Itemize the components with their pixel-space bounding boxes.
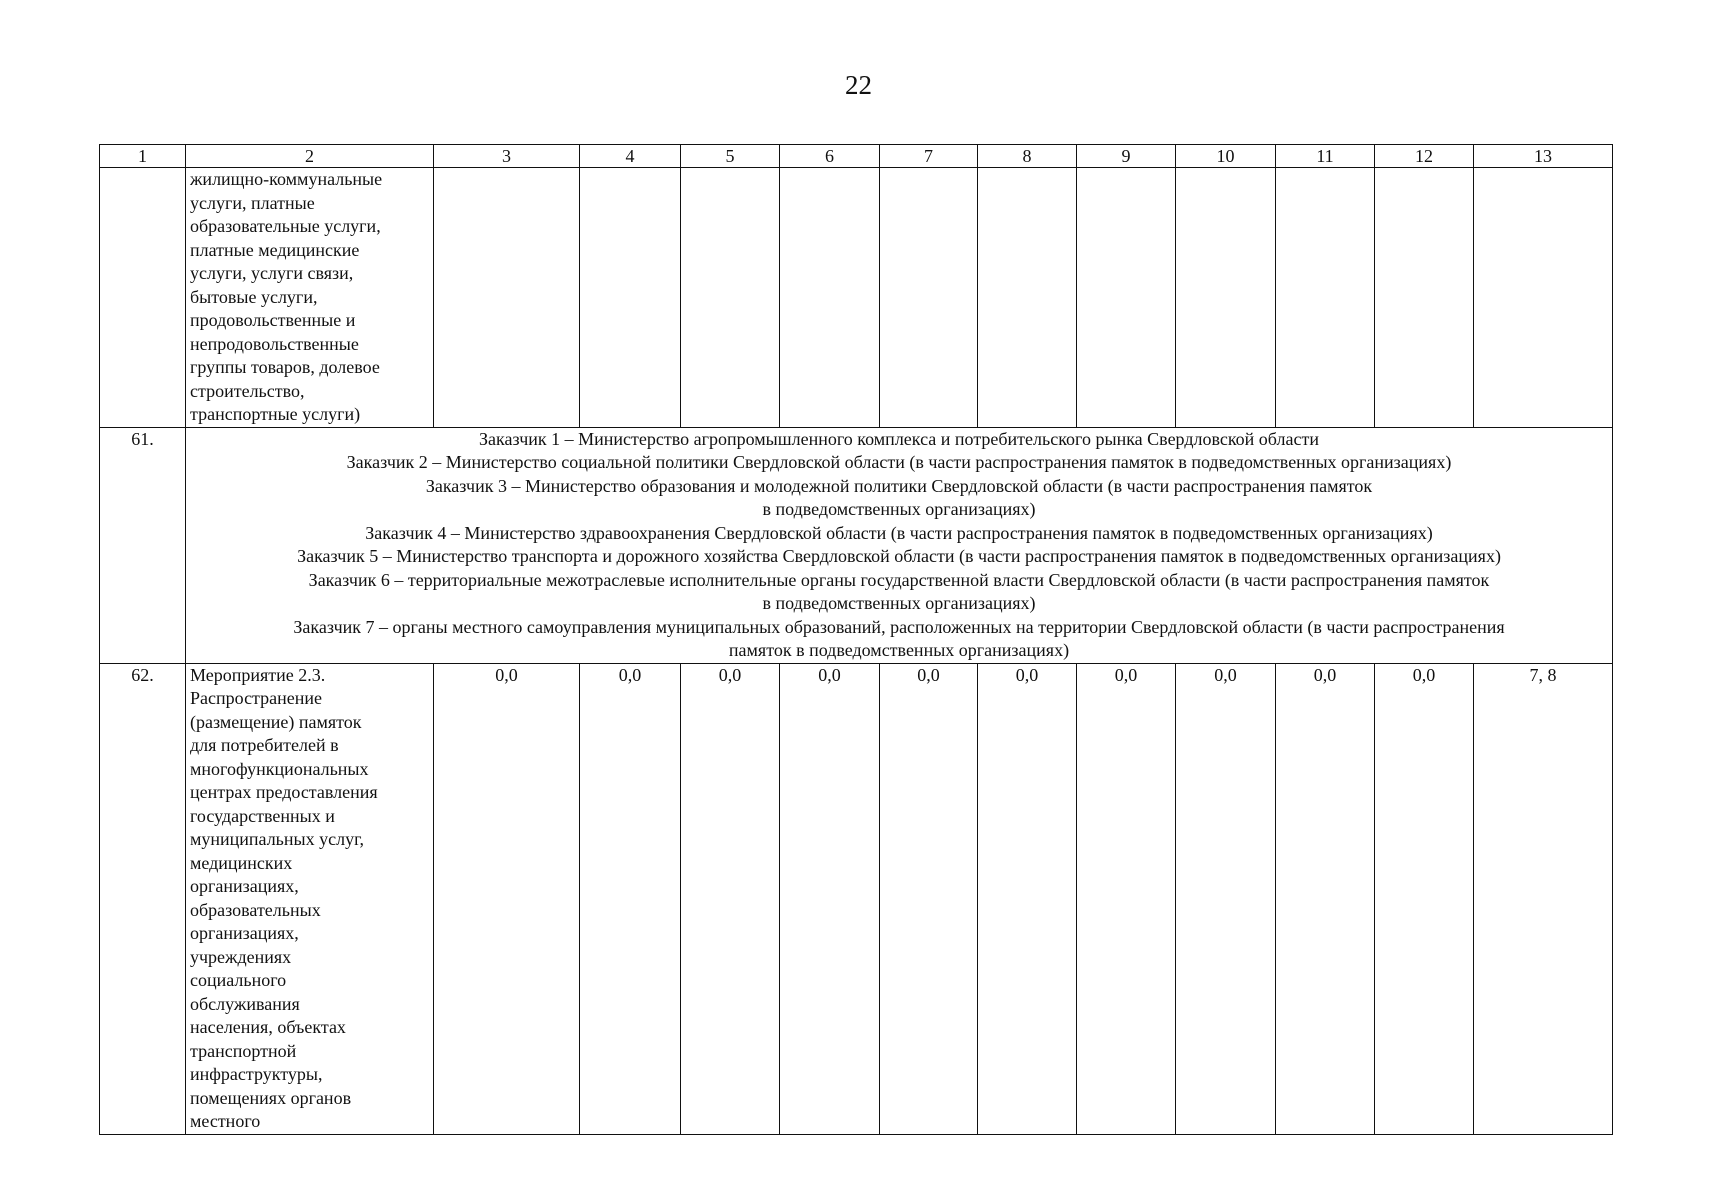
customer-line: Заказчик 5 – Министерство транспорта и дорожного хозяйства Свердловской области (в части распространения памяток в подведомственных организациях)	[297, 546, 1501, 566]
column-number: 12	[1375, 145, 1474, 168]
event-name-line: Распространение	[190, 688, 323, 708]
event-name-line: медицинских	[190, 852, 293, 873]
event-name-line: для потребителей в	[190, 735, 339, 755]
target-ref-cell: 7, 8	[1474, 663, 1613, 1134]
value-cell	[1077, 168, 1176, 428]
event-name-line: социального	[190, 970, 287, 990]
value-cell: 0,0	[978, 663, 1077, 1134]
row-number-cell	[100, 168, 186, 428]
column-number: 13	[1474, 145, 1613, 168]
column-number: 9	[1077, 145, 1176, 168]
target-ref-cell	[1474, 168, 1613, 428]
event-name-line: местного	[190, 1111, 261, 1131]
column-number: 6	[780, 145, 880, 168]
row-number: 61.	[100, 427, 186, 663]
value-cell	[681, 168, 780, 428]
event-name-line: центрах предоставления	[190, 782, 378, 802]
value-cell: 0,0	[1077, 663, 1176, 1134]
event-name-line: обслуживания	[190, 993, 300, 1014]
program-table	[99, 144, 1613, 1135]
value-cell: 0,0	[434, 663, 580, 1134]
event-name-line: учреждениях	[190, 946, 292, 967]
event-name-line: образовательные услуги,	[190, 216, 381, 236]
customers-cell	[186, 427, 1613, 663]
column-number: 8	[978, 145, 1077, 168]
customer-line: в подведомственных организациях)	[762, 499, 1036, 519]
value-cell: 0,0	[780, 663, 880, 1134]
event-name-line: продовольственные и	[190, 310, 356, 330]
customer-line: в подведомственных организациях)	[762, 593, 1036, 613]
value-cell: 0,0	[1375, 663, 1474, 1134]
event-name-line: услуги, услуги связи,	[190, 263, 354, 283]
value-cell: 0,0	[880, 663, 978, 1134]
customer-line: Заказчик 6 – территориальные межотраслевые исполнительные органы государственной власти Свердловской области (в части распространения памяток	[308, 569, 1490, 590]
value-cell	[1375, 168, 1474, 428]
customer-line: памяток в подведомственных организациях)	[728, 640, 1070, 660]
column-number: 3	[434, 145, 580, 168]
column-number: 5	[681, 145, 780, 168]
event-name-line: платные медицинские	[190, 239, 360, 260]
value-cell	[580, 168, 681, 428]
event-name-line: строительство,	[190, 380, 305, 401]
column-number: 11	[1276, 145, 1375, 168]
column-number-row	[100, 145, 1613, 168]
row-number: 62.	[100, 663, 186, 1134]
event-name-line: многофункциональных	[190, 758, 369, 779]
customer-line: Заказчик 7 – органы местного самоуправления муниципальных образований, расположенных на территории Свердловской области (в части распространения	[293, 616, 1505, 637]
column-number: 4	[580, 145, 681, 168]
customer-line: Заказчик 1 – Министерство агропромышленного комплекса и потребительского рынка Свердловской области	[479, 428, 1319, 449]
event-name-line: государственных и	[190, 805, 335, 826]
column-number: 7	[880, 145, 978, 168]
page-number: 22	[845, 70, 872, 100]
event-name-cell	[186, 168, 434, 428]
value-cell: 0,0	[1176, 663, 1276, 1134]
event-name-line: транспортной	[190, 1040, 297, 1061]
column-number: 10	[1176, 145, 1276, 168]
event-name-line: транспортные услуги)	[190, 404, 361, 424]
customer-line: Заказчик 3 – Министерство образования и молодежной политики Свердловской области (в части распространения памяток	[425, 475, 1373, 496]
table-row-62	[100, 663, 1613, 1134]
event-name-line: группы товаров, долевое	[190, 357, 380, 377]
event-name-line: образовательных	[190, 899, 321, 920]
event-name-line: (размещение) памяток	[190, 711, 362, 732]
value-cell	[780, 168, 880, 428]
table-row-61	[100, 427, 1613, 663]
event-name-line: услуги, платные	[190, 192, 315, 213]
column-number: 1	[100, 145, 186, 168]
event-name-line: Мероприятие 2.3.	[190, 664, 326, 685]
value-cell	[880, 168, 978, 428]
event-name-line: организациях,	[190, 876, 299, 896]
event-name-line: муниципальных услуг,	[190, 829, 364, 849]
table-row-continued	[100, 168, 1613, 428]
event-name-cell	[186, 663, 434, 1134]
value-cell	[434, 168, 580, 428]
event-name-line: организациях,	[190, 923, 299, 943]
event-name-line: бытовые услуги,	[190, 286, 318, 307]
value-cell: 0,0	[1276, 663, 1375, 1134]
value-cell	[1276, 168, 1375, 428]
value-cell	[1176, 168, 1276, 428]
event-name-line: населения, объектах	[190, 1017, 346, 1037]
event-name-line: инфраструктуры,	[190, 1064, 323, 1084]
customer-line: Заказчик 4 – Министерство здравоохранения Свердловской области (в части распространения памяток в подведомственных организациях)	[365, 522, 1433, 543]
event-name-line: помещениях органов	[190, 1087, 352, 1108]
customer-line: Заказчик 2 – Министерство социальной политики Свердловской области (в части распространения памяток в подведомственных организациях)	[346, 452, 1452, 472]
event-name-line: непродовольственные	[190, 333, 359, 354]
event-name-line: жилищно-коммунальные	[190, 169, 383, 189]
value-cell: 0,0	[580, 663, 681, 1134]
value-cell: 0,0	[681, 663, 780, 1134]
value-cell	[978, 168, 1077, 428]
column-number: 2	[186, 145, 434, 168]
